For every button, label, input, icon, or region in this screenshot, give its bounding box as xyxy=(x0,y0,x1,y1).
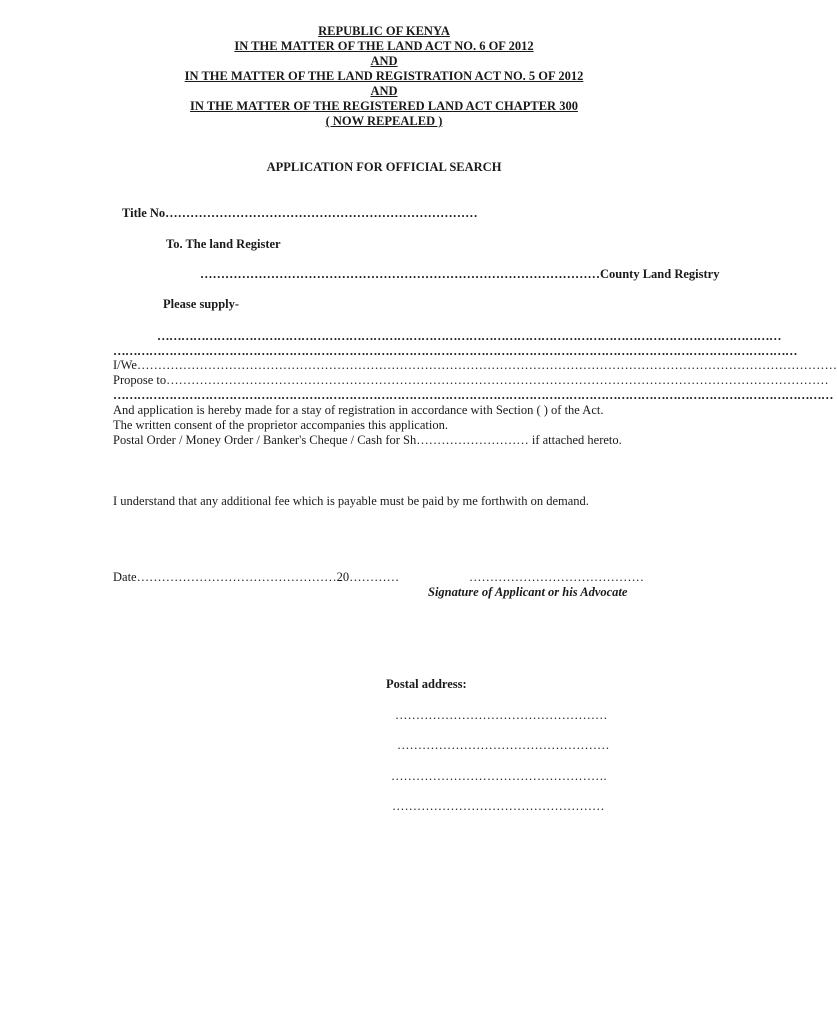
header-land-act: IN THE MATTER OF THE LAND ACT NO. 6 OF 2012 xyxy=(234,39,534,53)
i-we-field: I/We…………………………………………………………………………………………………………………………………………………… xyxy=(113,358,837,372)
written-consent-text: The written consent of the proprietor accompanies this application. xyxy=(113,418,448,432)
propose-to-field: Propose to…………………………………………………………………………………………………………………………………………… xyxy=(113,373,829,387)
date-field: Date…………………………………………20………… xyxy=(113,570,400,584)
address-line-4: …………………………………………… xyxy=(392,799,605,813)
to-land-register: To. The land Register xyxy=(166,237,281,251)
header-republic: REPUBLIC OF KENYA xyxy=(318,24,450,38)
address-line-1: …………………………………………… xyxy=(395,708,608,722)
postal-order-text: Postal Order / Money Order / Banker's Cheque / Cash for Sh……………………… if attached hereto. xyxy=(113,433,622,447)
title-no-field: Title No………………………………………………………………… xyxy=(122,206,478,220)
supply-line-1: ………………………………………………………………………………………………………………………………………… xyxy=(157,329,781,343)
county-land-registry-field: ……………………………………………………………………………………County Land Registry xyxy=(200,267,720,281)
address-line-3: ……………………………………………. xyxy=(391,769,607,783)
dots-line: ……………………………………………………………………………………………………………………………………………………………… xyxy=(113,388,833,402)
signature-label: Signature of Applicant or his Advocate xyxy=(428,585,628,599)
header-and-1: AND xyxy=(370,54,398,68)
postal-address-label: Postal address: xyxy=(386,677,467,691)
header-and-2: AND xyxy=(370,84,398,98)
please-supply-label: Please supply- xyxy=(163,297,240,311)
header-registered-land-act: IN THE MATTER OF THE REGISTERED LAND ACT CHAPTER 300 xyxy=(190,99,578,113)
address-line-2: …………………………………………… xyxy=(397,738,610,752)
form-title: APPLICATION FOR OFFICIAL SEARCH xyxy=(266,160,502,174)
header-now-repealed: ( NOW REPEALED ) xyxy=(325,114,443,128)
signature-line: …………………………………… xyxy=(469,570,644,584)
header-land-registration-act: IN THE MATTER OF THE LAND REGISTRATION ACT NO. 5 OF 2012 xyxy=(184,69,584,83)
stay-application-text: And application is hereby made for a stay of registration in accordance with Section ( ) of the Act. xyxy=(113,403,604,417)
additional-fee-text: I understand that any additional fee which is payable must be paid by me forthwith on demand. xyxy=(113,494,589,508)
supply-line-2: ……………………………………………………………………………………………………………………………………………………… xyxy=(113,344,797,358)
